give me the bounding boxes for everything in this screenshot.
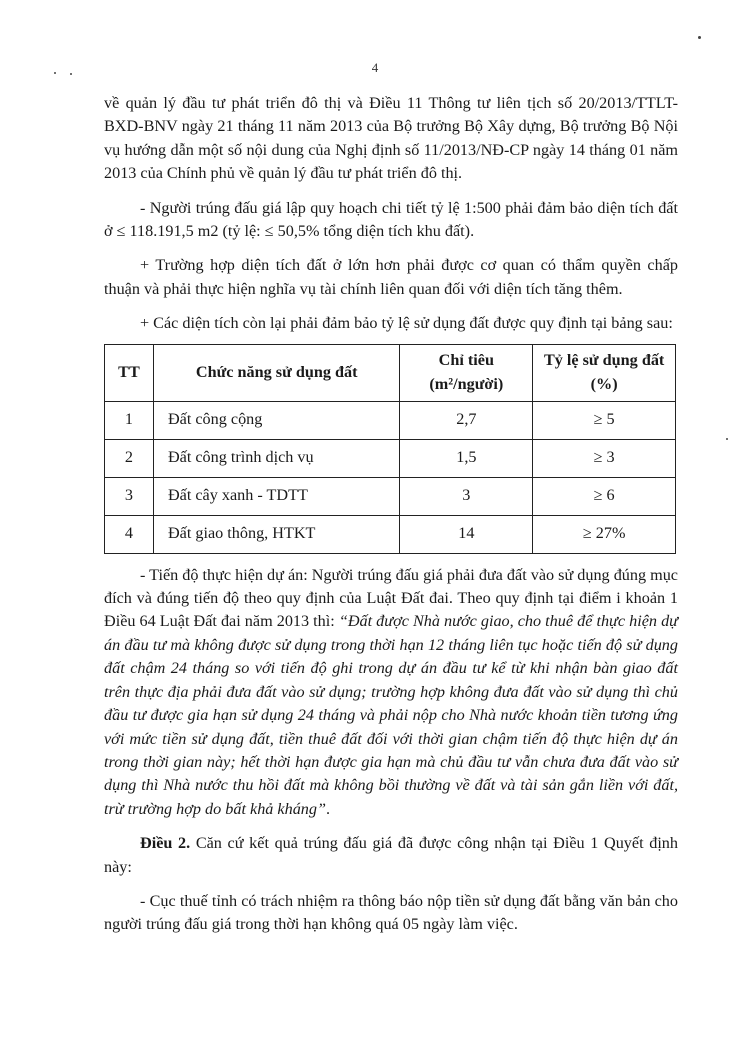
paragraph-remaining-area: + Các diện tích còn lại phải đảm bảo tỷ lệ sử dụng đất được quy định tại bảng sau: xyxy=(140,314,673,333)
table-row xyxy=(105,515,676,553)
table-row xyxy=(105,477,676,515)
cell-tt: 4 xyxy=(105,515,154,553)
header-ratio-line1: Tỷ lệ sử dụng đất xyxy=(543,351,665,370)
paragraph-legal-basis: về quản lý đầu tư phát triển đô thị và Điều 11 Thông tư liên tịch số 20/2013/TTLT-BXD-BNV ngày 21 tháng 11 năm 2013 của Bộ trưởng Bộ Xây dựng, Bộ trưởng Bộ Nội vụ hướng dẫn một số nội dung của Nghị định số 11/2013/NĐ-CP ngày 14 tháng 01 năm 2013 của Chính phủ về quản lý đầu tư phát triển đô thị. xyxy=(104,94,678,183)
table-row xyxy=(105,439,676,477)
scan-speck xyxy=(726,438,728,440)
cell-function: Đất giao thông, HTKT xyxy=(153,515,399,553)
article-2-heading: Điều 2. xyxy=(140,834,191,853)
cell-ratio: ≥ 5 xyxy=(533,401,676,439)
cell-function: Đất công trình dịch vụ xyxy=(153,439,399,477)
cell-norm: 14 xyxy=(400,515,533,553)
schedule-text: - Tiến độ thực hiện dự án: Người trúng đấu giá phải đưa đất vào sử dụng đúng mục đích và đúng tiến độ theo quy định của Luật Đất đai. Theo quy định tại điểm i khoản 1 Điều 64 Luật Đất đai năm 2013 thì: xyxy=(104,565,678,631)
cell-ratio: ≥ 27% xyxy=(533,515,676,553)
land-law-quote: “Đất được Nhà nước giao, cho thuê để thực hiện dự án đầu tư mà không được sử dụng trong thời hạn 12 tháng liên tục hoặc tiến độ sử dụng đất chậm 24 tháng so với tiến độ ghi trong dự án đầu tư kể từ khi nhận bàn giao đất trên thực địa phải đưa đất vào sử dụng; trường hợp không đưa đất vào sử dụng thì chủ đầu tư được gia hạn sử dụng 24 tháng và phải nộp cho Nhà nước khoản tiền tương ứng với mức tiền sử dụng đất, tiền thuê đất đối với thời gian chậm tiến độ thực hiện dự án trong thời gian này; hết thời hạn được gia hạn mà chủ đầu tư vẫn chưa đưa đất vào sử dụng thì Nhà nước thu hồi đất mà không bồi thường về đất và tài sản gắn liền với đất, trừ trường hợp do bất khả kháng” xyxy=(104,612,678,818)
cell-tt: 2 xyxy=(105,439,154,477)
header-norm-line2: (m²/người) xyxy=(429,374,504,393)
scan-speck xyxy=(698,36,701,39)
header-tt: TT xyxy=(105,344,154,401)
paragraph-larger-area-case: + Trường hợp diện tích đất ở lớn hơn phải được cơ quan có thẩm quyền chấp thuận và phải thực hiện nghĩa vụ tài chính liên quan đối với diện tích tăng thêm. xyxy=(104,256,678,298)
paragraph-tax-department: - Cục thuế tỉnh có trách nhiệm ra thông báo nộp tiền sử dụng đất bằng văn bản cho người trúng đấu giá trong thời hạn không quá 05 ngày làm việc. xyxy=(104,891,678,934)
header-ratio xyxy=(533,344,676,401)
paragraph-article-2 xyxy=(104,832,678,879)
cell-tt: 3 xyxy=(105,477,154,515)
table-row xyxy=(105,401,676,439)
cell-function: Đất công cộng xyxy=(153,401,399,439)
page-number: 4 xyxy=(371,60,379,75)
cell-ratio: ≥ 6 xyxy=(533,477,676,515)
header-function: Chức năng sử dụng đất xyxy=(153,344,399,401)
paragraph-residential-area: - Người trúng đấu giá lập quy hoạch chi tiết tỷ lệ 1:500 phải đảm bảo diện tích đất ở ≤ 118.191,5 m2 (tỷ lệ: ≤ 50,5% tổng diện tích khu đất). xyxy=(104,198,678,241)
scan-speck xyxy=(70,73,72,75)
cell-ratio: ≥ 3 xyxy=(533,439,676,477)
header-ratio-line2: (%) xyxy=(590,374,618,393)
land-use-table xyxy=(104,344,676,554)
article-2-text: Căn cứ kết quả trúng đấu giá đã được công nhận tại Điều 1 Quyết định này: xyxy=(104,834,678,876)
paragraph-project-schedule xyxy=(104,564,678,821)
cell-norm: 1,5 xyxy=(400,439,533,477)
scan-speck xyxy=(54,72,56,74)
cell-function: Đất cây xanh - TDTT xyxy=(153,477,399,515)
table-header-row xyxy=(105,344,676,401)
cell-norm: 2,7 xyxy=(400,401,533,439)
header-norm xyxy=(400,344,533,401)
document-body xyxy=(104,92,678,937)
cell-tt: 1 xyxy=(105,401,154,439)
quote-period: . xyxy=(326,799,331,818)
cell-norm: 3 xyxy=(400,477,533,515)
header-norm-line1: Chỉ tiêu xyxy=(438,351,494,370)
